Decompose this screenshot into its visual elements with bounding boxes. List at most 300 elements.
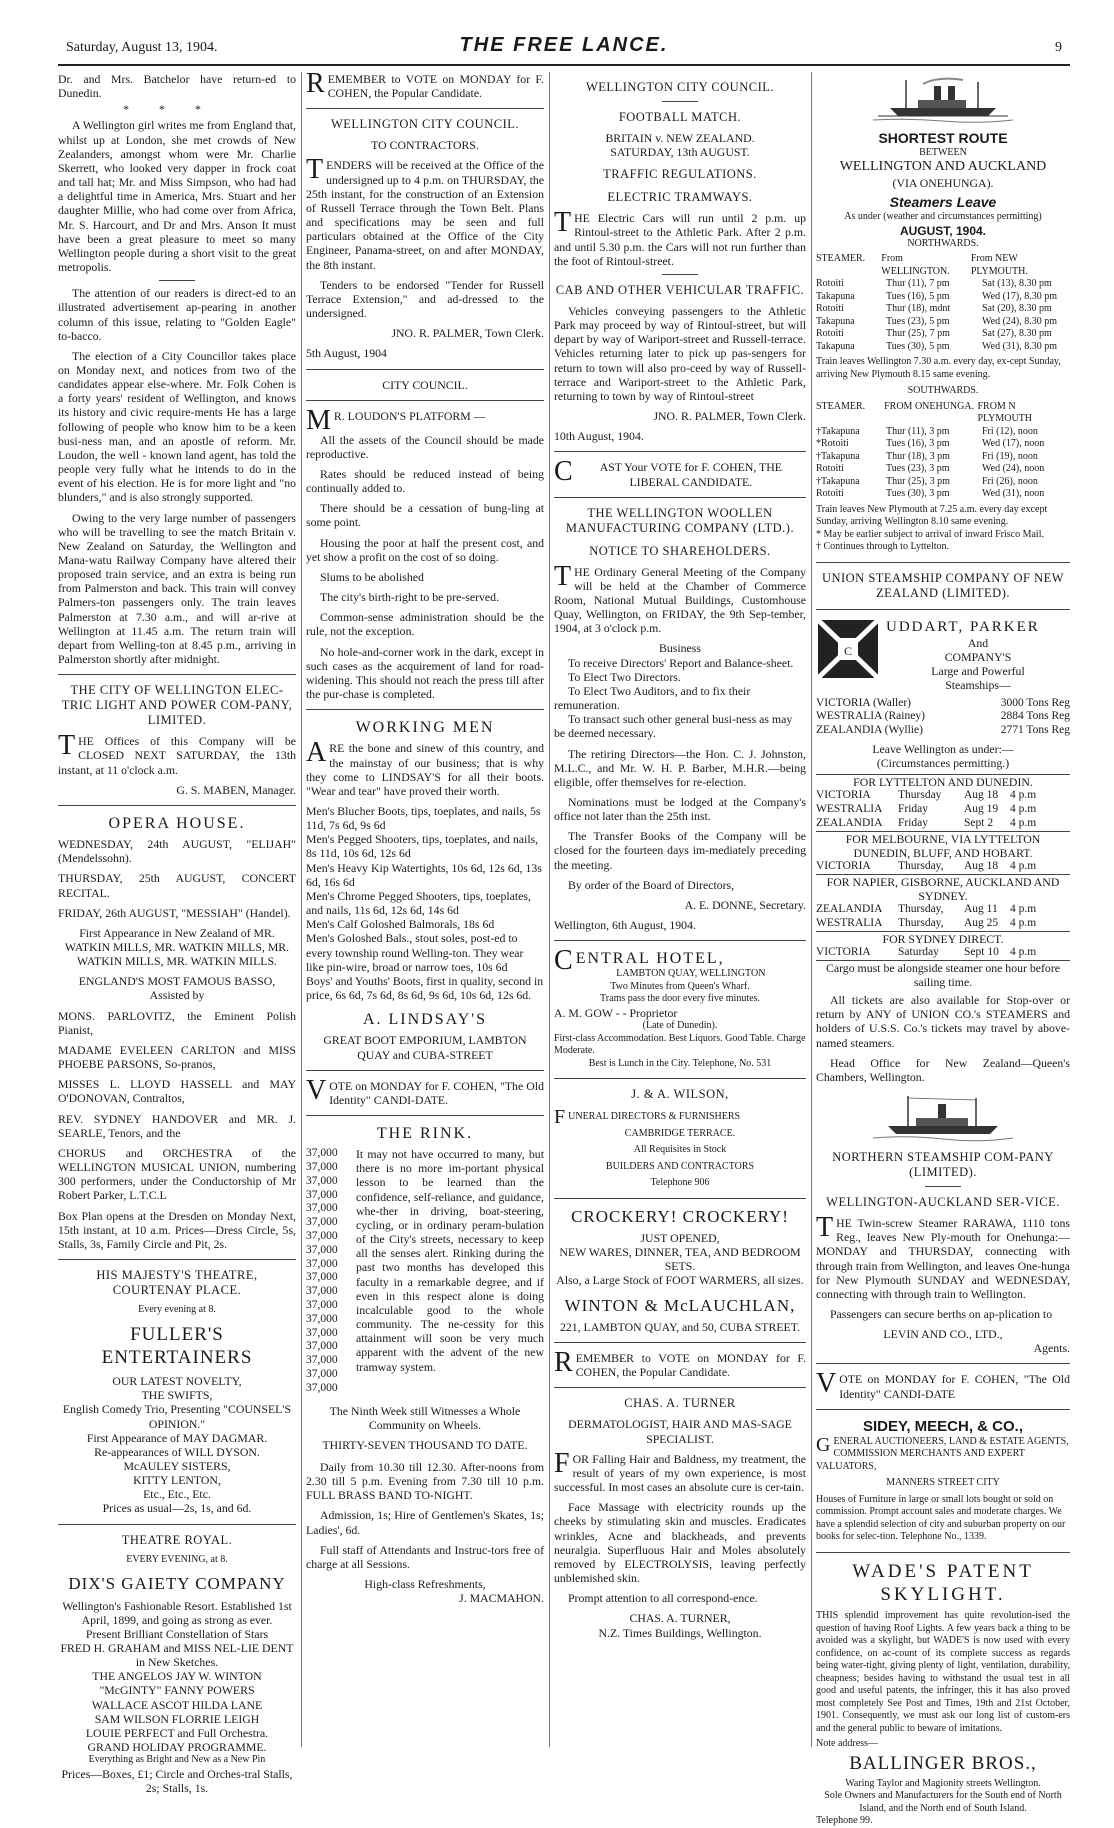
table-cell: Sept 10	[964, 945, 999, 958]
table-cell: WESTRALIA (Rainey)	[816, 710, 925, 723]
masthead-rule	[58, 64, 1070, 66]
contractors-heading: TO CONTRACTORS.	[371, 138, 479, 153]
rink-attendance-count: 37,000	[306, 1216, 338, 1229]
wilson-stock: All Requisites in Stock	[633, 1144, 727, 1156]
opera-line: ENGLAND'S MOST FAMOUS BASSO, Assisted by	[78, 974, 276, 1003]
dropcap: C	[554, 456, 573, 488]
northwards-timetable	[816, 253, 1070, 353]
ballinger-telephone: Telephone 99.	[816, 1815, 873, 1827]
gaiety-line: Prices—Boxes, £1; Circle and Orches-tral Stalls, 2s; Stalls, 1s.	[61, 1766, 293, 1795]
divider	[554, 1078, 806, 1079]
turner-face: Face Massage with electricity rounds up the cheeks by stimulating skin and muscles. Eradicates wrinkles, Acne and blackheads, and prevents neuralgia. Superfluous Hair and Moles absolutely removed by ELECTROLYSIS, leaving perfectly unblemished skin.	[554, 1500, 806, 1586]
table-cell: Wed (17), noon	[982, 438, 1045, 450]
table-cell: Wed (31), noon	[982, 488, 1045, 500]
head-office: Head Office for New Zealand—Queen's Chambers, Wellington.	[816, 1055, 1070, 1084]
table-cell: Sat (13), 8.30 pm	[982, 278, 1052, 290]
table-cell: 4 p.m	[1010, 903, 1037, 916]
table-cell: Sept 2	[964, 817, 994, 830]
table-cell: Fri (12), noon	[982, 425, 1038, 437]
table-cell: †Takapuna	[816, 425, 860, 437]
header-cell: STEAMER.	[816, 400, 866, 412]
rink-attendance-count: 37,000	[306, 1147, 338, 1160]
sailings-table	[816, 774, 1070, 961]
divider	[554, 940, 806, 941]
table-cell: VICTORIA	[816, 945, 871, 958]
rink-attendance-count: 37,000	[306, 1285, 338, 1298]
rink-attendance-count: 37,000	[306, 1271, 338, 1284]
opera-line: MONS. PARLOVITZ, the Eminent Polish Pianist,	[58, 1008, 296, 1037]
rink-attendance-count: 37,000	[306, 1367, 338, 1380]
tramways-notice: HE Electric Cars will run until 2 p.m. up Rintoul-street to the Athletic Park. After 2 p.m. and until 5.30 p.m. the Cars will not run further than the foot of Rintoul-street.	[554, 211, 806, 268]
company-label: COMPANY'S	[944, 650, 1012, 665]
and-label: And	[967, 635, 989, 650]
dropcap: G	[816, 1433, 831, 1456]
dropcap: F	[554, 1106, 566, 1129]
turner-hair: OR Falling Hair and Baldness, my treatment, the result of years of my own experience, is most successful. In most cases an absolute cure is cer-tain.	[554, 1451, 806, 1495]
lindsay-address: GREAT BOOT EMPORIUM, LAMBTON QUAY and CUBA-STREET	[323, 1033, 527, 1062]
opera-house-programme	[58, 837, 296, 1251]
table-cell: 2884 Tons Reg	[1000, 710, 1070, 723]
rink-article	[306, 1147, 544, 1395]
rink-attendance-count: 37,000	[306, 1229, 338, 1242]
winton-heading: WINTON & McLAUCHLAN,	[564, 1295, 796, 1315]
remember-vote-ad: EMEMBER to VOTE on MONDAY for F. COHEN, the Popular Candidate.	[327, 72, 544, 101]
wilson-trade: UNERAL DIRECTORS & FURNISHERS	[568, 1111, 741, 1123]
divider	[925, 1186, 961, 1187]
table-cell: ZEALANDIA (Wyllie)	[816, 724, 923, 737]
meeting-notice: HE Ordinary General Meeting of the Company will be held at the Chamber of Commerce Room, National Mutual Buildings, Customhouse Quay, Wellington, on FRIDAY, the 9th Sep-tember, 1904, at 3 o'clock p.m.	[554, 564, 806, 636]
table-cell: Rotoiti	[816, 488, 844, 500]
electric-company-heading: THE CITY OF WELLINGTON ELEC-TRIC LIGHT AND POWER COM-PANY, LIMITED.	[61, 683, 293, 728]
company-flag-icon	[816, 618, 880, 680]
electric-notice: HE Offices of this Company will be CLOSED NEXT SATURDAY, the 13th instant, at 11 o'clock a.m.	[58, 734, 296, 777]
rink-attendance-count: 37,000	[306, 1174, 338, 1187]
working-men-intro: RE the bone and sinew of this country, and the mainstay of our business; that is why they come to LINDSAY'S for all their boots. "Wear and tear" have proved their worth.	[306, 741, 544, 798]
rink-attendance-count: 37,000	[306, 1340, 338, 1353]
timetable-header	[816, 401, 1070, 426]
divider	[816, 1363, 1070, 1364]
council-heading: WELLINGTON CITY COUNCIL.	[330, 117, 519, 132]
timetable-row	[816, 463, 1070, 476]
table-cell: Wed (17), 8.30 pm	[982, 290, 1058, 302]
timetable-row	[816, 316, 1070, 329]
table-cell: Fri (19), noon	[982, 450, 1038, 462]
leave-label: Leave Wellington as under:—	[872, 741, 1014, 756]
berths-note: Passengers can secure berths on ap-plication to	[830, 1306, 1053, 1321]
table-cell: Rotoiti	[816, 303, 844, 315]
table-cell: Aug 18	[964, 860, 999, 873]
opera-line: WEDNESDAY, 24th AUGUST, "ELIJAH" (Mendelssohn).	[58, 837, 296, 866]
sailing-route: FOR NAPIER, GISBORNE, AUCKLAND AND SYDNEY.	[816, 874, 1070, 903]
table-cell: Thur (25), 3 pm	[886, 475, 950, 487]
sailing-route: FOR MELBOURNE, VIA LYTTELTON DUNEDIN, BLUFF, AND HOBART.	[816, 831, 1070, 860]
table-cell: Thursday,	[898, 917, 944, 930]
fuller-line: McAULEY SISTERS,	[123, 1459, 231, 1473]
platform-point: Housing the poor at half the present cost, and yet show a profit on the cost of so doing.	[306, 535, 544, 564]
table-cell: Tues (23), 3 pm	[886, 463, 950, 475]
opera-line: MADAME EVELEEN CARLTON and MISS PHOEBE PARSONS, So-pranos,	[58, 1042, 296, 1072]
timetable-row	[816, 426, 1070, 439]
table-cell: Sat (27), 8.30 pm	[982, 328, 1052, 340]
table-cell: Aug 25	[964, 917, 999, 930]
table-cell: Takapuna	[816, 290, 855, 302]
southwards-timetable	[816, 401, 1070, 501]
gaiety-line: Everything as Bright and New as a New Pin	[88, 1754, 266, 1766]
table-cell: WESTRALIA	[816, 803, 883, 816]
cargo-note: Cargo must be alongside steamer one hour before sailing time.	[825, 960, 1060, 989]
his-majestys-heading: HIS MAJESTY'S THEATRE, COURTENAY PLACE.	[96, 1267, 258, 1297]
table-cell: Aug 18	[964, 789, 999, 802]
table-cell: Fri (26), noon	[982, 475, 1038, 487]
platform-point: Rates should be reduced instead of being continually added to.	[306, 466, 544, 496]
winton-address: 221, LAMBTON QUAY, and 50, CUBA STREET.	[559, 1320, 801, 1334]
divider	[816, 609, 1070, 610]
timetable-row	[816, 488, 1070, 501]
table-cell: Takapuna	[816, 315, 855, 327]
opera-line: FRIDAY, 26th AUGUST, "MESSIAH" (Handel).	[58, 905, 291, 920]
svg-text:C: C	[843, 643, 853, 658]
boot-item: Men's Pegged Shooters, tips, toeplates, and nails, 8s 11d, 10s 6d, 12s 6d	[306, 832, 539, 861]
fleet-list	[816, 697, 1070, 738]
wade-heading: WADE'S PATENT SKYLIGHT.	[852, 1560, 1034, 1605]
southwards-heading: SOUTHWARDS.	[907, 385, 979, 397]
sailing-row	[816, 803, 1070, 817]
boot-item: Men's Goloshed Bals., stout soles, post-ed to every township round Welling-ton. They wear like pin-wire, broad or narrow toes, 10s 6d	[306, 931, 524, 974]
council-heading: WELLINGTON CITY COUNCIL.	[585, 80, 774, 94]
football-heading: FOOTBALL MATCH.	[618, 110, 742, 124]
fuller-line: KITTY LENTON,	[133, 1473, 221, 1488]
sailing-route: FOR LYTTELTON AND DUNEDIN.	[853, 775, 1033, 790]
column-4	[816, 72, 1070, 1827]
match-teams: BRITAIN v. NEW ZEALAND.	[605, 131, 755, 145]
rarawa-notice: HE Twin-screw Steamer RARAWA, 1110 tons Reg., leaves New Ply-mouth for Onehunga:—MONDAY and THURSDAY, connecting with through train from Wellington, and leaves One-hunga for New Plymouth SUNDAY and WEDNESDAY, connecting with through train to Wellington.	[816, 1216, 1070, 1301]
platform-point: There should be a cessation of bung-ling at some point.	[306, 501, 544, 530]
header-cell: FROM ONEHUNGA.	[884, 400, 975, 412]
table-cell: Thur (18), 3 pm	[886, 450, 950, 462]
timetable-header	[816, 253, 1070, 278]
fleet-row	[816, 697, 1070, 711]
table-cell: VICTORIA (Waller)	[816, 696, 911, 709]
tenders-notice: ENDERS will be received at the Office of the undersigned up to 4 p.m. on THURSDAY, the 25th instant, for the construction of an Extension of Russell Terrace through the Town Belt. Plans and specifications may be seen and full particulars obtained at the Office of the City Engineer, Panama-street, on and after MONDAY, the 8th instant.	[306, 158, 544, 272]
hotel-line: Trams pass the door every five minutes.	[600, 993, 760, 1005]
column-1	[58, 72, 296, 1795]
vote-ad: OTE on MONDAY for F. COHEN, "The Old Identity" CANDI-DATE.	[329, 1078, 544, 1107]
rink-attendance-count: 37,000	[306, 1381, 338, 1394]
header-cell: STEAMER.	[816, 253, 866, 265]
boot-price-list	[306, 804, 544, 1002]
header-cell: From WELLINGTON.	[881, 253, 950, 277]
sailing-row	[816, 789, 1070, 803]
wade-body: THIS splendid improvement has quite revolution-ised the question of having Roof Lights. A few years back a thing to be avoided was a skylight, but WADE'S is now used with every confidence, on ac-count of its complete success as regards being water-tight, giving plenty of light, ventilation, durability, cheapness; besides having to withstand the usual test in all good and useful patents, the infringer, this it has also proved most completely See Post and Times, 19th and 21st October, 1901. Consequently, we must ask our long list of custom-ers and the general public to beware of imitations.	[816, 1610, 1070, 1734]
wilson-builders: BUILDERS AND CONTRACTORS	[605, 1160, 755, 1172]
timetable-row	[816, 291, 1070, 304]
dropcap: F	[554, 1447, 570, 1479]
cab-signature: JNO. R. PALMER, Town Clerk.	[653, 409, 806, 424]
dropcap: T	[816, 1212, 834, 1244]
table-cell: Tues (23), 5 pm	[886, 315, 950, 327]
rink-attendance-count: 37,000	[306, 1354, 338, 1367]
loudon-platform-points	[306, 433, 544, 702]
dropcap: V	[816, 1368, 837, 1400]
divider	[58, 1259, 296, 1260]
rink-text: It may not have occurred to many, but there is no more im-portant physical lesson to be learned than the confidence, self-reliance, and guidance, whe-ther in driving, boat-steering, cycling, or in ordinary peram-bulation of the City's streets, necessary to keep all the senses alert. Rinking during the past two months has developed this faculty in a remarkable degree, and if even in this respect alone is doing incalculable good to the whole community. The ne-cessity for this attainment will soon be very much apparent with the advent of the new tramway system.	[356, 1147, 544, 1374]
boot-item: Men's Heavy Kip Watertights, 10s 6d, 12s 6d, 13s 6d, 16s 6d	[306, 860, 542, 889]
table-cell: Wed (24), 8.30 pm	[982, 315, 1058, 327]
table-cell: ZEALANDIA	[816, 903, 883, 916]
batchelor-note: Dr. and Mrs. Batchelor have return-ed to Dunedin.	[58, 72, 296, 101]
rink-proprietor: J. MACMAHON.	[459, 1591, 544, 1606]
divider	[554, 1342, 806, 1343]
steamers-leave-heading: Steamers Leave	[889, 194, 997, 211]
table-cell: 4 p.m	[1010, 803, 1037, 816]
divider	[306, 108, 544, 109]
divider	[306, 709, 544, 710]
table-cell: 4 p.m	[1010, 817, 1037, 830]
frisco-note: * May be earlier subject to arrival of inward Frisco Mail.	[816, 528, 1044, 540]
rink-attendance-count: 37,000	[306, 1298, 338, 1311]
match-date: SATURDAY, 13th AUGUST.	[610, 145, 750, 160]
electric-signature: G. S. MABEN, Manager.	[176, 782, 296, 797]
divider	[554, 1198, 806, 1199]
divider	[816, 1409, 1070, 1410]
column-divider	[811, 72, 812, 1747]
table-cell: Thursday	[898, 789, 942, 802]
table-cell: Aug 19	[964, 803, 999, 816]
table-cell: Tues (16), 5 pm	[886, 290, 950, 302]
table-cell: Wed (31), 8.30 pm	[982, 340, 1058, 352]
divider	[58, 1524, 296, 1525]
dropcap: T	[554, 207, 572, 239]
hotel-proprietor: A. M. GOW - - Proprietor	[554, 1005, 678, 1020]
by-order: By order of the Board of Directors,	[568, 877, 735, 892]
masthead	[58, 34, 1070, 60]
traffic-heading: TRAFFIC REGULATIONS.	[603, 167, 757, 182]
crockery-info	[554, 1231, 806, 1288]
column-2	[306, 68, 544, 1747]
newspaper-title: THE FREE LANCE.	[459, 34, 669, 56]
theatre-royal-heading: THEATRE ROYAL.	[121, 1532, 233, 1547]
woollen-company-heading: THE WELLINGTON WOOLLEN MANUFACTURING COMPANY (LTD.).	[565, 505, 795, 535]
fuller-line: Etc., Etc., Etc.	[143, 1487, 211, 1502]
table-cell: Friday	[898, 817, 929, 830]
service-heading: WELLINGTON-AUCKLAND SER-VICE.	[826, 1195, 1060, 1210]
remember-vote-ad: EMEMBER to VOTE on MONDAY for F. COHEN, the Popular Candidate.	[575, 1351, 806, 1380]
levin-agents: LEVIN AND CO., LTD.,	[883, 1327, 1003, 1342]
secretary-signature: A. E. DONNE, Secretary.	[684, 897, 806, 912]
lindsay-name: A. LINDSAY'S	[362, 1011, 488, 1029]
hotel-lunch: Best is Lunch in the City. Telephone, No. 531	[588, 1057, 772, 1069]
vote-ad: OTE on MONDAY for F. COHEN, "The Old Identity" CANDI-DATE	[839, 1372, 1070, 1401]
fuller-line: OUR LATEST NOVELTY,	[112, 1374, 242, 1389]
table-cell: Thursday,	[898, 903, 944, 916]
dropcap: A	[306, 737, 327, 769]
table-cell: 2771 Tons Reg	[1000, 724, 1070, 737]
table-cell: Rotoiti	[816, 278, 844, 290]
wilson-heading: J. & A. WILSON,	[631, 1087, 729, 1102]
rink-attendance-count: 37,000	[306, 1312, 338, 1325]
transfer-books: The Transfer Books of the Company will be closed for the fourteen days im-mediately preceding the meeting.	[554, 829, 806, 872]
business-item: To receive Directors' Report and Balance-sheet.	[568, 655, 794, 670]
divider	[816, 562, 1070, 563]
table-cell: Thur (11), 3 pm	[886, 425, 950, 437]
dropcap: M	[306, 404, 331, 436]
shareholders-notice-heading: NOTICE TO SHAREHOLDERS.	[589, 543, 771, 558]
hotel-line: LAMBTON QUAY, WELLINGTON	[616, 968, 766, 980]
divider	[662, 274, 698, 275]
rink-heading: THE RINK.	[376, 1124, 474, 1142]
between-label: BETWEEN	[919, 146, 967, 158]
divider	[306, 369, 544, 370]
meeting-date: Wellington, 6th August, 1904.	[554, 918, 696, 933]
table-cell: ZEALANDIA	[816, 817, 883, 830]
month-heading: AUGUST, 1904.	[899, 223, 987, 238]
platform-point: No hole-and-corner work in the dark, except in such cases as the acquirement of land for road-widening. This should not reach the press till after the pur-chase is completed.	[306, 644, 544, 701]
rink-staff: Full staff of Attendants and Instruc-tors free of charge at all Sessions.	[306, 1542, 544, 1571]
circumstances-label: (Circumstances permitting.)	[876, 756, 1010, 771]
table-cell: Tues (30), 3 pm	[886, 488, 950, 500]
large-label: Large and Powerful	[931, 664, 1025, 679]
table-cell: Thur (18), mdnt	[886, 303, 951, 315]
business-items	[554, 656, 806, 741]
opera-line: First Appearance in New Zealand of MR. WATKIN MILLS, MR. WATKIN MILLS, MR. WATKIN MILLS, MR. WATKIN MILLS.	[64, 925, 290, 969]
fuller-programme	[58, 1374, 296, 1516]
platform-point: All the assets of the Council should be made reproductive.	[306, 432, 544, 461]
opera-line: THURSDAY, 25th AUGUST, CONCERT RECITAL.	[58, 871, 296, 900]
turner-address: N.Z. Times Buildings, Wellington.	[598, 1625, 762, 1640]
table-cell: Friday	[898, 803, 929, 816]
table-cell: Sat (20), 8.30 pm	[982, 303, 1052, 315]
divider	[554, 497, 806, 498]
rink-admission: Admission, 1s; Hire of Gentlemen's Skates, 1s; Ladies', 6d.	[306, 1508, 544, 1537]
rink-attendance-count: 37,000	[306, 1326, 338, 1339]
ballinger-sole: Sole Owners and Manufacturers for the South end of North Island, and the North end of South Island.	[824, 1790, 1062, 1814]
dropcap: V	[306, 1074, 327, 1106]
shortest-route-heading: SHORTEST ROUTE	[878, 130, 1008, 146]
page-number: 9	[1055, 40, 1062, 55]
turner-prompt: Prompt attention to all correspond-ence.	[568, 1591, 758, 1606]
table-cell: †Takapuna	[816, 475, 860, 487]
header-cell: From NEW PLYMOUTH.	[970, 253, 1028, 277]
table-cell: *Rotoiti	[816, 438, 849, 450]
table-cell: 4 p.m	[1010, 860, 1037, 873]
business-item: To Elect Two Auditors, and to fix their remuneration.	[554, 683, 751, 713]
hotel-line: Two Minutes from Queen's Wharf.	[610, 980, 750, 992]
turner-heading: CHAS. A. TURNER	[624, 1396, 736, 1411]
city-council-heading: CITY COUNCIL.	[382, 377, 468, 392]
fuller-line: English Comedy Trio, Presenting "COUNSEL'S OPINION."	[62, 1402, 292, 1431]
gaiety-line: LOUIE PERFECT and Full Orchestra.	[85, 1725, 269, 1740]
train-north-note: Train leaves Wellington 7.30 a.m. every day, ex-cept Sunday, arriving New Plymouth 8.15 same evening.	[816, 356, 1061, 380]
divider	[554, 1387, 806, 1388]
weather-note: As under (weather and circumstances permitting)	[844, 211, 1042, 223]
sidey-trade: ENERAL AUCTIONEERS, LAND & ESTATE AGENTS, COMMISSION MERCHANTS AND EXPERT VALUATORS,	[816, 1435, 1069, 1472]
football-train-note: Owing to the very large number of passengers who will be travelling to see the match Britain v. New Zealand on Saturday, the Wellington and Mana-watu Railway Company have altered their proposed train service, and an extra is being run from Palmerston and back. This train will convey Palmers-ton passengers only. The train leaves Palmerston at 7.30 a.m., and will ar-rive at Wellington at 11.45 a.m. The return train will depart from Welling-ton at 8.45 p.m., arriving in Palmerston shortly after midnight.	[58, 510, 296, 667]
timetable-row	[816, 341, 1070, 354]
timetable-row	[816, 278, 1070, 291]
timetable-row	[816, 303, 1070, 316]
divider	[58, 674, 296, 675]
tickets-note: All tickets are also available for Stop-over or return by ANY of UNION CO.'s STEAMERS and holders of U.S.S. Co.'s tickets may travel by above-named steamers.	[816, 993, 1070, 1050]
dropcap: T	[58, 730, 76, 762]
divider	[58, 805, 296, 806]
ballinger-heading: BALLINGER BROS.,	[849, 1752, 1037, 1774]
divider	[554, 451, 806, 452]
wellington-girl-note: A Wellington girl writes me from England that, whilst up at London, she met crowds of New Zealanders, amongst whom were Mr. Charlie Skerrett, who looked very dapper in frock coat and tall hat; Mr. and Miss Simpson, who had had a delightful time in America, Mrs. Stuart and her daughter Millie, who had come over from Africa, Mr. S. Harcourt, and Dr and Mrs. Anson It must have been a great pleasure to meet so many Wellington people during a short visit to the great metropolis.	[58, 118, 296, 275]
table-cell: Tues (16), 3 pm	[886, 438, 950, 450]
gaiety-line: THE ANGELOS JAY W. WINTON	[92, 1669, 262, 1684]
boot-item: Men's Calf Goloshed Balmorals, 18s 6d	[306, 917, 495, 932]
gaiety-programme	[58, 1599, 296, 1796]
rink-attendance-count: 37,000	[306, 1257, 338, 1270]
table-cell: WESTRALIA	[816, 917, 883, 930]
divider	[306, 1070, 544, 1071]
boot-item: Men's Blucher Boots, tips, toeplates, and nails, 5s 11d, 7s 6d, 9s 6d	[306, 803, 541, 833]
rink-thirty-seven: THIRTY-SEVEN THOUSAND TO DATE.	[322, 1437, 528, 1452]
union-steamship-heading: UNION STEAMSHIP COMPANY OF NEW ZEALAND (LIMITED).	[821, 570, 1065, 600]
column-divider	[301, 72, 302, 1747]
train-south-note: Train leaves New Plymouth at 7.25 a.m. every day except Sunday, arriving Wellington 8.10 same evening.	[816, 503, 1048, 528]
rink-number-column	[306, 1147, 350, 1395]
opera-house-heading: OPERA HOUSE.	[108, 814, 246, 832]
table-cell: Thur (11), 7 pm	[886, 278, 950, 290]
platform-point: Slums to be abolished	[320, 569, 424, 584]
fuller-line: First Appearance of MAY DAGMAR.	[86, 1430, 268, 1445]
fleet-row	[816, 724, 1070, 738]
header-cell: FROM N PLYMOUTH	[977, 400, 1033, 425]
election-note: The election of a City Councillor takes place on Monday next, and notices from two of the candidates appear else-where. Mr. Folk Cohen is a forty years' resident of Wellington, and knows its history and civic require-ments He has a large following of people who know him to be a keen busi-ness man, and an apostle of reform. Mr. Loudon, the well - known land agent, has told the people very fully what he intends to do in the event of his election. He is for more light and "no blunders," and is also strongly supported.	[58, 348, 296, 505]
boot-item: Boys' and Youths' Boots, first in quality, second in price, 6s 6d, 7s 6d, 8s 6d, 9s 6d, 10s 6d, 12s 6d.	[306, 973, 544, 1002]
steamships-label: Steamships—	[945, 678, 1011, 693]
tenders-signature: JNO. R. PALMER, Town Clerk.	[391, 326, 544, 341]
cab-date: 10th August, 1904.	[554, 429, 644, 444]
gaiety-line: SAM WILSON FLORRIE LEIGH	[94, 1711, 260, 1726]
cab-heading: CAB AND OTHER VEHICULAR TRAFFIC.	[555, 282, 805, 297]
tramways-heading: ELECTRIC TRAMWAYS.	[607, 190, 753, 205]
timetable-row	[816, 328, 1070, 341]
sailing-row	[816, 903, 1070, 917]
wellington-auckland-heading: WELLINGTON AND AUCKLAND	[839, 159, 1047, 175]
column-divider	[549, 72, 550, 1747]
table-cell: Rotoiti	[816, 328, 844, 340]
opera-line: CHORUS and ORCHESTRA of the WELLINGTON MUSICAL UNION, numbering 300 performers, under the Conductorship of Mr Robert Parker, L.T.C.L	[58, 1145, 296, 1203]
divider	[306, 400, 544, 401]
tenders-endorse: Tenders to be endorsed "Tender for Russell Terrace Extension," and ad-dressed to the undersigned.	[306, 277, 544, 321]
fuller-line: THE SWIFTS,	[141, 1388, 213, 1403]
dropcap: R	[554, 1347, 573, 1379]
sidey-address: MANNERS STREET CITY	[886, 1477, 1000, 1489]
divider	[662, 101, 698, 102]
dropcap: T	[554, 560, 572, 592]
table-cell: 3000 Tons Reg	[1000, 696, 1070, 709]
gaiety-line: FRED H. GRAHAM and MISS NEL-LIE DENT in New Sketches.	[60, 1640, 294, 1670]
boot-item: Men's Chrome Pegged Shooters, tips, toeplates, and nails, 11s 6d, 12s 6d, 14s 6d	[306, 888, 531, 918]
table-cell: 4 p.m	[1010, 945, 1037, 958]
cab-notice: Vehicles conveying passengers to the Athletic Park may proceed by way of Rintoul-street, but will depart by way of Wariport-street and Russell-terrace. Vehicles returning later to pick up pas-sengers for return to town will also pro-ceed by way of Russell-terrace and Wariport-street to the Athletic Park, returning to town by way of Rintoul-street	[554, 303, 806, 403]
northwards-heading: NORTHWARDS.	[907, 237, 979, 249]
timetable-row	[816, 476, 1070, 489]
gaiety-line: GRAND HOLIDAY PROGRAMME.	[87, 1740, 267, 1755]
working-men-heading: WORKING MEN	[355, 719, 495, 737]
table-cell: VICTORIA	[816, 789, 871, 802]
turner-signature: CHAS. A. TURNER,	[629, 1611, 731, 1626]
retiring-directors: The retiring Directors—the Hon. C. J. Johnston, M.L.C., and Mr. W. H. P. Barber, M.H.R.—being eligible, offer themselves for re-election.	[554, 746, 806, 789]
table-cell: Thur (25), 7 pm	[886, 328, 950, 340]
timetable-row	[816, 451, 1070, 464]
platform-point: The city's birth-right to be pre-served.	[320, 590, 500, 605]
opera-line: Box Plan opens at the Dresden on Monday Next, 15th instant, at 10 a.m. Prices—Dress Circle, 5s, Stalls, 3s, Family Circle and Pit, 2s.	[58, 1208, 296, 1251]
table-cell: 4 p.m	[1010, 789, 1037, 802]
divider	[306, 1115, 544, 1116]
